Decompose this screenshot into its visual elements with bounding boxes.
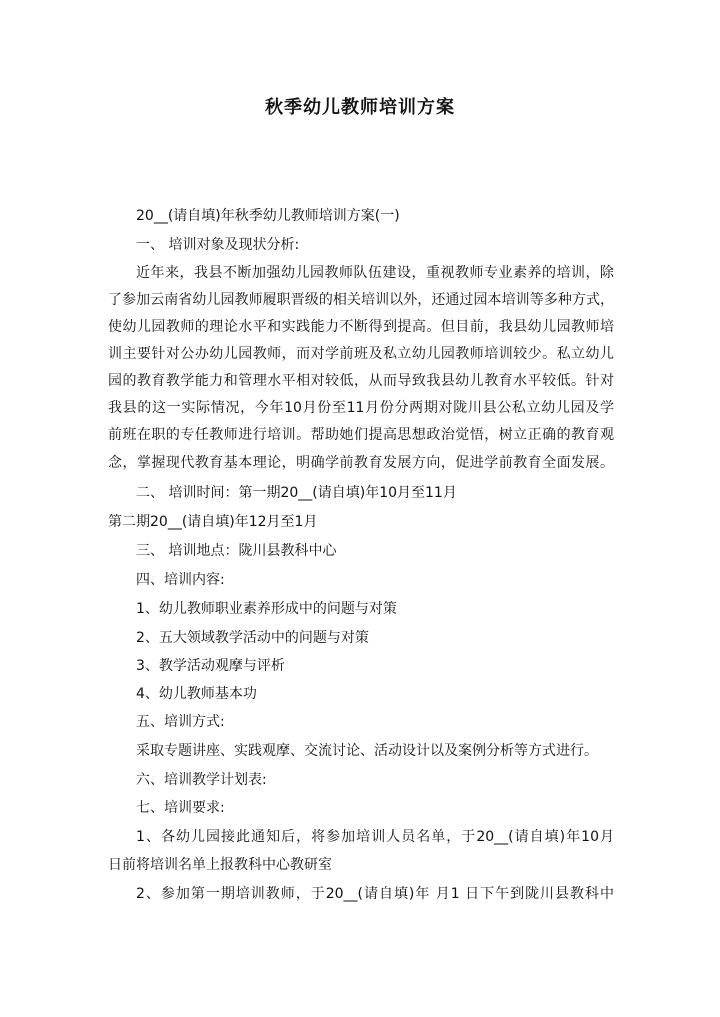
text-line: 五、培训方式: [136,714,225,730]
text-line: 1、各幼儿园接此通知后，将参加培训人员名单，于20__(请自填)年10月 [136,829,614,845]
text-line: 六、培训教学计划表: [136,772,267,788]
text-line: 1、幼儿教师职业素养形成中的问题与对策 [136,601,397,617]
text-line: 念，掌握现代教育基本理论，明确学前教育发展方向，促进学前教育全面发展。 [108,455,614,471]
text-line: 了参加云南省幼儿园教师履职晋级的相关培训以外，还通过园本培训等多种方式， [108,292,614,308]
text-line: 训主要针对公办幼儿园教师，而对学前班及私立幼儿园教师培训较少。私立幼儿 [108,346,614,362]
text-line: 前班在职的专任教师进行培训。帮助她们提高思想政治觉悟，树立正确的教育观 [108,427,614,443]
text-line: 日前将培训名单上报教科中心教研室 [108,857,332,873]
text-line: 二、 培训时间：第一期20__(请自填)年10月至11月 [136,485,457,501]
text-line: 园的教育教学能力和管理水平相对较低，从而导致我县幼儿教育水平较低。针对 [108,373,614,389]
text-line: 2、参加第一期培训教师，于20__(请自填)年 月1 日下午到陇川县教科中 [136,886,614,902]
text-line: 采取专题讲座、实践观摩、交流讨论、活动设计以及案例分析等方式进行。 [136,743,598,759]
text-line: 七、培训要求: [136,800,225,816]
text-line: 四、培训内容: [136,572,225,588]
text-line: 第二期20__(请自填)年12月至1月 [108,514,318,530]
document-title: 秋季幼儿教师培训方案 [265,97,455,118]
text-line: 一、 培训对象及现状分析: [136,237,300,253]
text-line: 2、五大领域教学活动中的问题与对策 [136,630,369,646]
text-line: 4、幼儿教师基本功 [136,686,257,702]
text-line: 3、教学活动观摩与评析 [136,658,285,674]
text-line: 近年来，我县不断加强幼儿园教师队伍建设，重视教师专业素养的培训，除 [136,265,614,281]
text-line: 三、 培训地点：陇川县教科中心 [136,543,337,559]
text-line: 我县的这一实际情况，今年10月份至11月份分两期对陇川县公私立幼儿园及学 [108,400,614,416]
text-line: 使幼儿园教师的理论水平和实践能力不断得到提高。但目前，我县幼儿园教师培 [108,319,614,335]
text-line: 20__(请自填)年秋季幼儿教师培训方案(一) [136,208,400,224]
